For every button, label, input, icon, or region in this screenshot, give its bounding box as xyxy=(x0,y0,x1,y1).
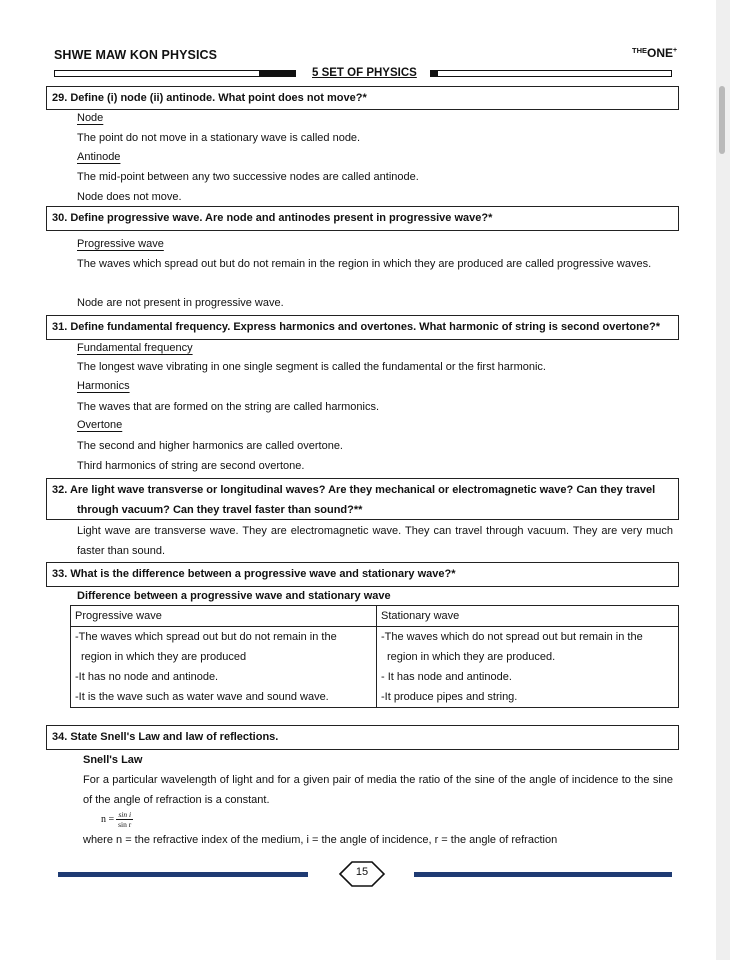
header-bar-right xyxy=(430,70,672,77)
set-title: 5 SET OF PHYSICS xyxy=(312,67,417,79)
term-antinode: Antinode xyxy=(77,151,121,163)
snell-formula: n = $\frac{\text{sin i}}{\text{sin r}}$ xyxy=(101,810,132,829)
scrollbar-thumb[interactable] xyxy=(719,86,725,154)
question-30: 30. Define progressive wave. Are node and antinodes present in progressive wave?* xyxy=(46,206,679,231)
table-row xyxy=(71,627,679,708)
answer-34-2: where n = the refractive index of the medium, i = the angle of incidence, r = the angle of refraction xyxy=(83,834,558,846)
header-bar-left xyxy=(54,70,296,77)
difference-table xyxy=(70,605,679,708)
answer-32-1: Light wave are transverse wave. They are electromagnetic wave. They can travel through vacuum. They are very much faster than sound. xyxy=(77,525,673,557)
term-progressive-wave: Progressive wave xyxy=(77,238,164,250)
header-title: SHWE MAW KON PHYSICS xyxy=(54,48,218,62)
question-29: 29. Define (i) node (ii) antinode. What point does not move?* xyxy=(46,86,679,110)
table-header-progressive: Progressive wave xyxy=(71,606,377,627)
answer-30-1: The waves which spread out but do not remain in the region in which they are produced are called progressive waves. xyxy=(77,258,652,270)
answer-29-1: The point do not move in a stationary wave is called node. xyxy=(77,132,361,144)
term-fundamental-frequency: Fundamental frequency xyxy=(77,342,193,354)
vertical-scrollbar[interactable] xyxy=(716,0,730,960)
answer-30-2: Node are not present in progressive wave. xyxy=(77,297,284,309)
question-34: 34. State Snell's Law and law of reflections. xyxy=(46,725,679,750)
term-node: Node xyxy=(77,112,104,124)
question-32-line-2: through vacuum? Can they travel faster than sound?** xyxy=(77,504,363,516)
question-31: 31. Define fundamental frequency. Express harmonics and overtones. What harmonic of string is second overtone?* xyxy=(46,315,679,340)
brand-logo: $^{THE}$ONE+ xyxy=(632,46,678,60)
answer-31-2: The waves that are formed on the string are called harmonics. xyxy=(77,401,380,413)
page-number: 15 xyxy=(355,866,369,878)
table-caption: Difference between a progressive wave and stationary wave xyxy=(77,590,391,602)
footer-bar-right xyxy=(414,872,672,877)
table-header-stationary: Stationary wave xyxy=(377,606,679,627)
answer-29-3: Node does not move. xyxy=(77,191,182,203)
table-cell-stationary: -The waves which do not spread out but remain in the region in which they are produced. - It has node and antinode. -It produce pipes and string. xyxy=(377,627,679,708)
answer-34-1: For a particular wavelength of light and for a given pair of media the ratio of the sine of the angle of incidence to the sine of the angle of refraction is a constant. xyxy=(83,774,673,806)
question-32-line-1: 32. Are light wave transverse or longitudinal waves? Are they mechanical or electromagnetic wave? Can they travel xyxy=(52,484,656,496)
answer-31-1: The longest wave vibrating in one single segment is called the fundamental or the first harmonic. xyxy=(77,361,546,373)
question-33: 33. What is the difference between a progressive wave and stationary wave?* xyxy=(46,562,679,587)
footer-bar-left xyxy=(58,872,308,877)
term-overtone: Overtone xyxy=(77,419,123,431)
answer-31-4: Third harmonics of string are second overtone. xyxy=(77,460,305,472)
term-harmonics: Harmonics xyxy=(77,380,130,392)
question-32 xyxy=(46,478,679,520)
table-cell-progressive: -The waves which spread out but do not remain in the region in which they are produced -It has no node and antinode. -It is the wave such as water wave and sound wave. xyxy=(71,627,377,708)
term-snells-law: Snell's Law xyxy=(83,754,143,766)
answer-29-2: The mid-point between any two successive nodes are called antinode. xyxy=(77,171,419,183)
answer-31-3: The second and higher harmonics are called overtone. xyxy=(77,440,343,452)
